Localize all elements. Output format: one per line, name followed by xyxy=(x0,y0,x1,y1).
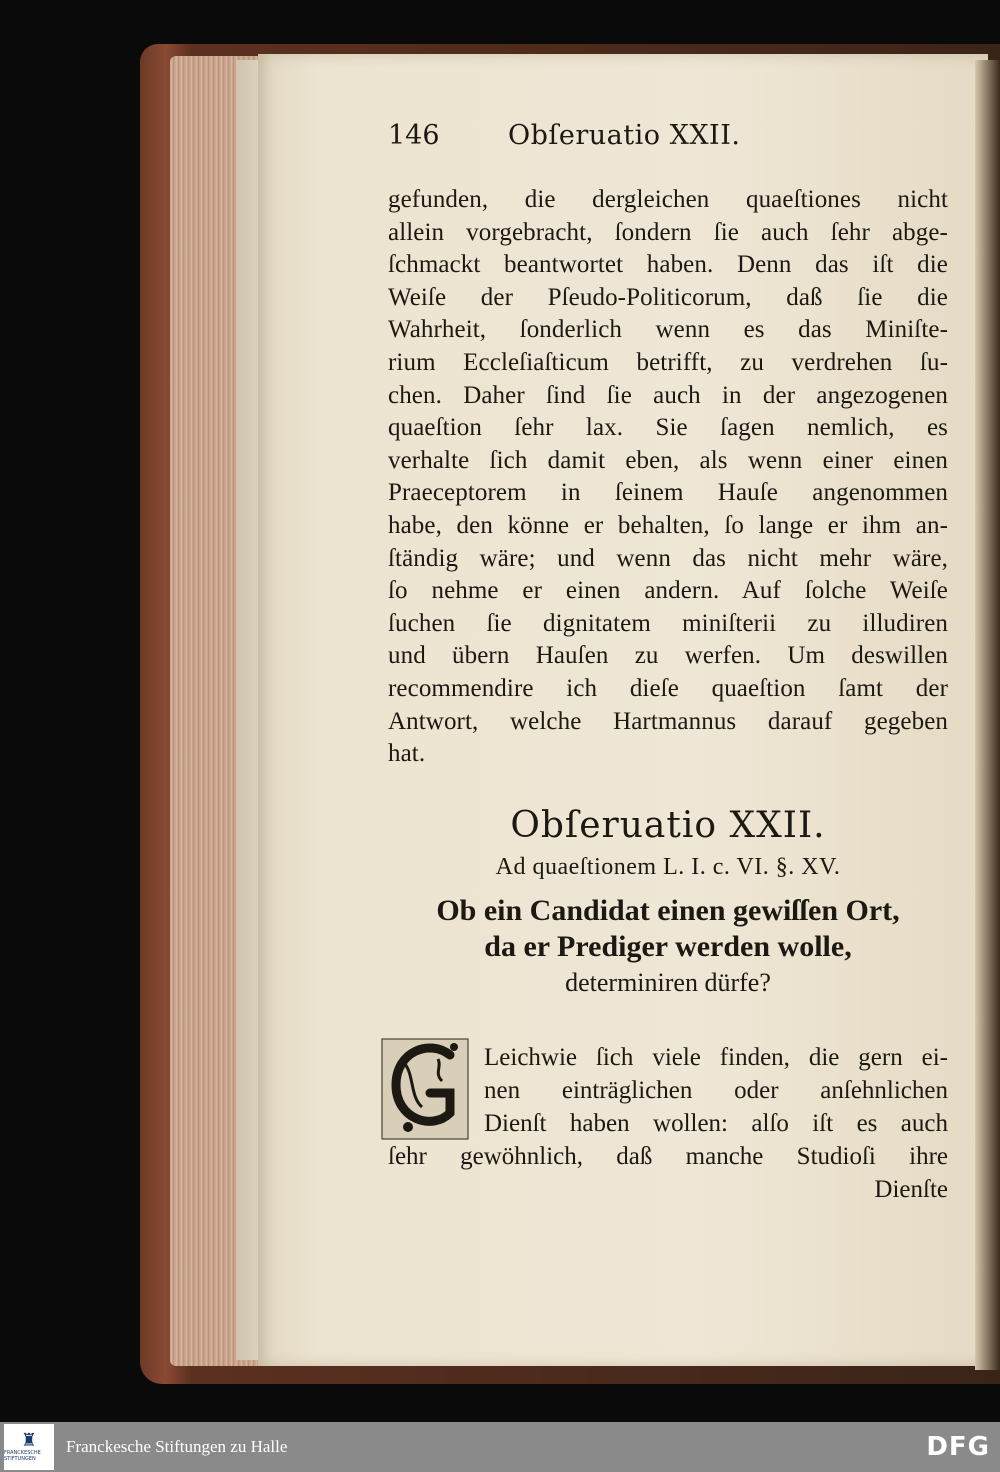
text-line: Praeceptorem in ſeinem Hauſe angenommen xyxy=(388,479,948,507)
section-question xyxy=(388,893,948,1001)
running-head: Obſeruatio XXII. xyxy=(508,120,741,151)
text-line: ſtändig wäre; und wenn das nicht mehr wäre, xyxy=(388,544,948,572)
text-line: nen einträglichen oder anſehnlichen xyxy=(484,1076,948,1104)
text-line: ſo nehme er einen andern. Auf ſolche Weiſe xyxy=(388,577,948,605)
text-line: rium Eccleſiaſticum betrifft, zu verdrehen ſu- xyxy=(388,348,948,376)
text-line: quaeſtion ſehr lax. Sie ſagen nemlich, es xyxy=(388,414,948,442)
logo-text: FRANCKESCHE STIFTUNGEN xyxy=(4,1450,41,1462)
page-right-edge xyxy=(975,60,1000,1370)
text-line: recommendire ich dieſe quaeſtion ſamt der xyxy=(388,674,948,702)
page-content xyxy=(388,120,948,1206)
text-line: allein vorgebracht, ſondern ſie auch ſehr abge- xyxy=(388,218,948,246)
question-line: determiniren dürfe? xyxy=(565,967,771,997)
text-line: verhalte ſich damit eben, als wenn einer einen xyxy=(388,446,948,474)
text-line: gefunden, die dergleichen quaeſtiones nicht xyxy=(388,186,948,213)
text-line: ſehr gewöhnlich, daß manche Studioſi ihre xyxy=(388,1142,948,1170)
dfg-logo[interactable]: DFG xyxy=(926,1432,990,1462)
question-line: Ob ein Candidat einen gewiſſen Ort, xyxy=(436,893,900,927)
section-title: Obſeruatio XXII. xyxy=(510,804,826,846)
institution-name[interactable]: Franckesche Stiftungen zu Halle xyxy=(66,1437,288,1456)
text-line: Wahrheit, ſonderlich wenn es das Miniſte- xyxy=(388,316,948,344)
text-line: Antwort, welche Hartmannus darauf gegeben xyxy=(388,707,948,735)
orphanage-crest-icon: ♜ xyxy=(20,1430,38,1451)
question-line: da er Prediger werden wolle, xyxy=(484,929,852,963)
page-header xyxy=(388,120,948,170)
text-line: Leichwie ſich viele finden, die gern ei- xyxy=(484,1043,948,1071)
text-line: ſchmackt beantwortet haben. Denn das iſt die xyxy=(388,251,948,279)
body-text xyxy=(388,184,948,771)
catchword: Dienſte xyxy=(874,1175,948,1203)
institution-logo[interactable] xyxy=(4,1424,54,1470)
section-reference: Ad quaeſtionem L. I. c. VI. §. XV. xyxy=(495,853,841,880)
page-number: 146 xyxy=(388,120,440,151)
text-line: Dienſt haben wollen: alſo iſt es auch xyxy=(484,1109,948,1137)
opening-paragraph xyxy=(388,1041,948,1206)
text-line: und übern Hauſen zu werfen. Um deswillen xyxy=(388,642,948,670)
text-line: Weiſe der Pſeudo-Politicorum, daß ſie die xyxy=(388,283,948,311)
text-line: chen. Daher ſind ſie auch in der angezogenen xyxy=(388,381,948,409)
text-line: hat. xyxy=(388,740,426,768)
viewer-footer xyxy=(0,1422,1000,1472)
text-line: habe, den könne er behalten, ſo lange er ihm an- xyxy=(388,511,948,539)
text-line: ſuchen ſie dignitatem miniſterii zu illudiren xyxy=(388,609,948,637)
